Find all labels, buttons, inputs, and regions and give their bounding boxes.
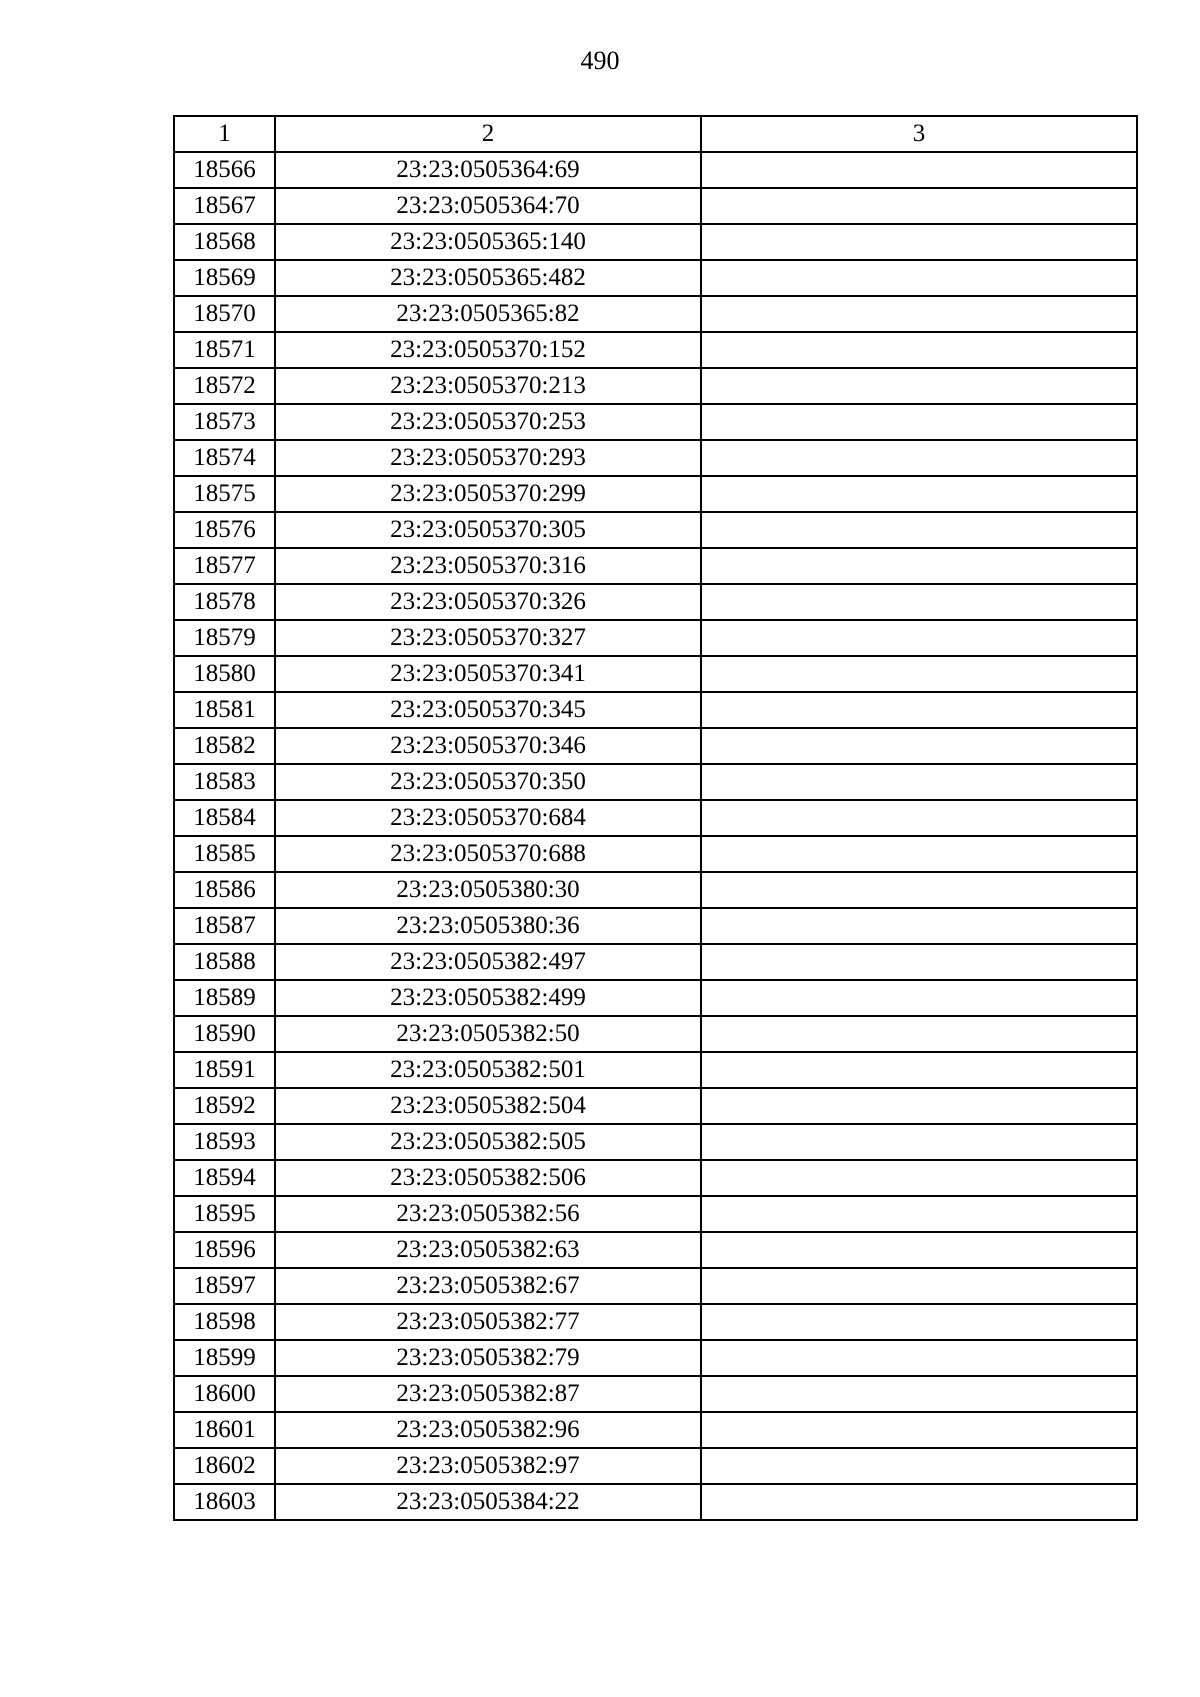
cadastral-number-cell: 23:23:0505382:497 <box>275 944 701 980</box>
table-row <box>174 692 1137 728</box>
table-row <box>174 620 1137 656</box>
note-cell <box>701 1124 1137 1160</box>
table-header <box>174 116 1137 152</box>
cadastral-number-cell: 23:23:0505370:327 <box>275 620 701 656</box>
cadastral-number-cell: 23:23:0505382:63 <box>275 1232 701 1268</box>
row-number-cell: 18593 <box>174 1124 275 1160</box>
note-cell <box>701 1484 1137 1520</box>
note-cell <box>701 728 1137 764</box>
cadastral-number-cell: 23:23:0505370:346 <box>275 728 701 764</box>
table-row <box>174 1160 1137 1196</box>
cadastral-number-cell: 23:23:0505364:70 <box>275 188 701 224</box>
note-cell <box>701 872 1137 908</box>
row-number-cell: 18597 <box>174 1268 275 1304</box>
cadastral-number-cell: 23:23:0505382:56 <box>275 1196 701 1232</box>
note-cell <box>701 1268 1137 1304</box>
cadastral-number-cell: 23:23:0505382:505 <box>275 1124 701 1160</box>
table-row <box>174 1340 1137 1376</box>
row-number-cell: 18598 <box>174 1304 275 1340</box>
row-number-cell: 18572 <box>174 368 275 404</box>
note-cell <box>701 908 1137 944</box>
header-cell-col-2: 2 <box>275 116 701 152</box>
table-row <box>174 476 1137 512</box>
note-cell <box>701 512 1137 548</box>
row-number-cell: 18576 <box>174 512 275 548</box>
row-number-cell: 18579 <box>174 620 275 656</box>
table-row <box>174 1268 1137 1304</box>
cadastral-number-cell: 23:23:0505364:69 <box>275 152 701 188</box>
table-row <box>174 332 1137 368</box>
table-row <box>174 152 1137 188</box>
table-row <box>174 224 1137 260</box>
row-number-cell: 18585 <box>174 836 275 872</box>
note-cell <box>701 980 1137 1016</box>
row-number-cell: 18589 <box>174 980 275 1016</box>
row-number-cell: 18577 <box>174 548 275 584</box>
cadastral-number-cell: 23:23:0505370:293 <box>275 440 701 476</box>
cadastral-number-cell: 23:23:0505382:96 <box>275 1412 701 1448</box>
table-row <box>174 1412 1137 1448</box>
cadastral-number-cell: 23:23:0505380:36 <box>275 908 701 944</box>
note-cell <box>701 692 1137 728</box>
cadastral-number-cell: 23:23:0505370:253 <box>275 404 701 440</box>
cadastral-number-cell: 23:23:0505365:140 <box>275 224 701 260</box>
row-number-cell: 18571 <box>174 332 275 368</box>
table-row <box>174 1124 1137 1160</box>
row-number-cell: 18599 <box>174 1340 275 1376</box>
row-number-cell: 18601 <box>174 1412 275 1448</box>
cadastral-number-cell: 23:23:0505382:67 <box>275 1268 701 1304</box>
cadastral-number-cell: 23:23:0505370:326 <box>275 584 701 620</box>
table-row <box>174 1484 1137 1520</box>
row-number-cell: 18569 <box>174 260 275 296</box>
row-number-cell: 18578 <box>174 584 275 620</box>
table-row <box>174 656 1137 692</box>
cadastral-number-cell: 23:23:0505370:316 <box>275 548 701 584</box>
row-number-cell: 18566 <box>174 152 275 188</box>
row-number-cell: 18596 <box>174 1232 275 1268</box>
cadastral-number-cell: 23:23:0505370:350 <box>275 764 701 800</box>
note-cell <box>701 440 1137 476</box>
note-cell <box>701 404 1137 440</box>
note-cell <box>701 584 1137 620</box>
note-cell <box>701 656 1137 692</box>
note-cell <box>701 260 1137 296</box>
table-row <box>174 1232 1137 1268</box>
table-row <box>174 944 1137 980</box>
cadastral-number-cell: 23:23:0505382:504 <box>275 1088 701 1124</box>
table-row <box>174 584 1137 620</box>
row-number-cell: 18586 <box>174 872 275 908</box>
cadastral-number-cell: 23:23:0505370:688 <box>275 836 701 872</box>
note-cell <box>701 152 1137 188</box>
table-body <box>174 152 1137 1520</box>
row-number-cell: 18573 <box>174 404 275 440</box>
table-row <box>174 1376 1137 1412</box>
row-number-cell: 18568 <box>174 224 275 260</box>
note-cell <box>701 548 1137 584</box>
row-number-cell: 18592 <box>174 1088 275 1124</box>
table-row <box>174 368 1137 404</box>
note-cell <box>701 1412 1137 1448</box>
header-cell-col-3: 3 <box>701 116 1137 152</box>
row-number-cell: 18567 <box>174 188 275 224</box>
table-row <box>174 1052 1137 1088</box>
cadastral-number-cell: 23:23:0505365:482 <box>275 260 701 296</box>
table-row <box>174 764 1137 800</box>
table-row <box>174 548 1137 584</box>
table-row <box>174 800 1137 836</box>
row-number-cell: 18584 <box>174 800 275 836</box>
row-number-cell: 18583 <box>174 764 275 800</box>
cadastral-number-cell: 23:23:0505370:345 <box>275 692 701 728</box>
note-cell <box>701 944 1137 980</box>
table-row <box>174 1448 1137 1484</box>
table-row <box>174 908 1137 944</box>
note-cell <box>701 1196 1137 1232</box>
cadastral-number-cell: 23:23:0505370:152 <box>275 332 701 368</box>
header-row <box>174 116 1137 152</box>
table-row <box>174 512 1137 548</box>
note-cell <box>701 1052 1137 1088</box>
cadastral-number-cell: 23:23:0505370:299 <box>275 476 701 512</box>
table-row <box>174 836 1137 872</box>
table-row <box>174 1196 1137 1232</box>
cadastral-number-cell: 23:23:0505370:305 <box>275 512 701 548</box>
row-number-cell: 18587 <box>174 908 275 944</box>
table-row <box>174 872 1137 908</box>
note-cell <box>701 1160 1137 1196</box>
cadastral-number-cell: 23:23:0505370:341 <box>275 656 701 692</box>
row-number-cell: 18588 <box>174 944 275 980</box>
row-number-cell: 18582 <box>174 728 275 764</box>
note-cell <box>701 296 1137 332</box>
cadastral-number-cell: 23:23:0505370:213 <box>275 368 701 404</box>
table-row <box>174 1016 1137 1052</box>
note-cell <box>701 764 1137 800</box>
note-cell <box>701 620 1137 656</box>
note-cell <box>701 1016 1137 1052</box>
row-number-cell: 18595 <box>174 1196 275 1232</box>
table-row <box>174 980 1137 1016</box>
row-number-cell: 18570 <box>174 296 275 332</box>
table-row <box>174 404 1137 440</box>
row-number-cell: 18600 <box>174 1376 275 1412</box>
row-number-cell: 18603 <box>174 1484 275 1520</box>
note-cell <box>701 368 1137 404</box>
row-number-cell: 18574 <box>174 440 275 476</box>
cadastral-number-cell: 23:23:0505382:499 <box>275 980 701 1016</box>
row-number-cell: 18575 <box>174 476 275 512</box>
note-cell <box>701 1304 1137 1340</box>
cadastral-number-cell: 23:23:0505365:82 <box>275 296 701 332</box>
cadastral-number-cell: 23:23:0505382:79 <box>275 1340 701 1376</box>
note-cell <box>701 476 1137 512</box>
table-row <box>174 728 1137 764</box>
note-cell <box>701 332 1137 368</box>
cadastral-number-cell: 23:23:0505380:30 <box>275 872 701 908</box>
cadastral-number-cell: 23:23:0505382:87 <box>275 1376 701 1412</box>
cadastral-number-cell: 23:23:0505382:97 <box>275 1448 701 1484</box>
page-number: 490 <box>580 46 620 75</box>
cadastral-number-cell: 23:23:0505382:501 <box>275 1052 701 1088</box>
row-number-cell: 18594 <box>174 1160 275 1196</box>
note-cell <box>701 188 1137 224</box>
note-cell <box>701 224 1137 260</box>
table-row <box>174 260 1137 296</box>
header-cell-col-1: 1 <box>174 116 275 152</box>
note-cell <box>701 1340 1137 1376</box>
table-row <box>174 188 1137 224</box>
row-number-cell: 18602 <box>174 1448 275 1484</box>
table-row <box>174 1088 1137 1124</box>
row-number-cell: 18580 <box>174 656 275 692</box>
cadastral-number-cell: 23:23:0505370:684 <box>275 800 701 836</box>
registry-table <box>173 115 1138 1521</box>
note-cell <box>701 1376 1137 1412</box>
cadastral-number-cell: 23:23:0505384:22 <box>275 1484 701 1520</box>
table-row <box>174 296 1137 332</box>
row-number-cell: 18591 <box>174 1052 275 1088</box>
table-row <box>174 1304 1137 1340</box>
row-number-cell: 18581 <box>174 692 275 728</box>
note-cell <box>701 1088 1137 1124</box>
cadastral-number-cell: 23:23:0505382:77 <box>275 1304 701 1340</box>
cadastral-number-cell: 23:23:0505382:506 <box>275 1160 701 1196</box>
cadastral-number-cell: 23:23:0505382:50 <box>275 1016 701 1052</box>
note-cell <box>701 1232 1137 1268</box>
note-cell <box>701 836 1137 872</box>
table-row <box>174 440 1137 476</box>
note-cell <box>701 1448 1137 1484</box>
note-cell <box>701 800 1137 836</box>
row-number-cell: 18590 <box>174 1016 275 1052</box>
